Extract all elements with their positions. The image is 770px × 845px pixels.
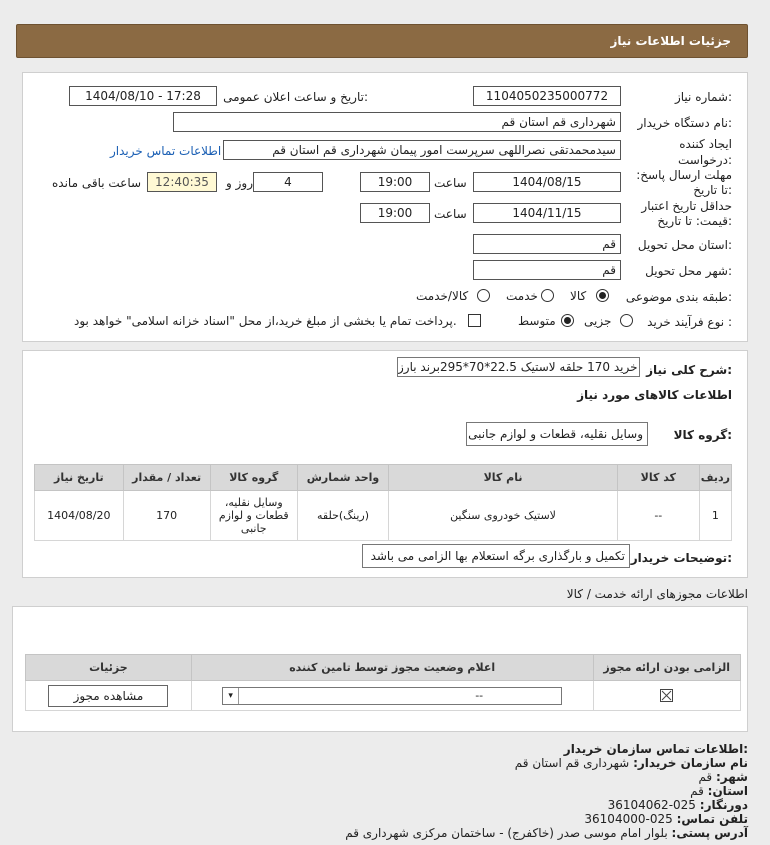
days-label: روز و [226,176,253,190]
process-minor-label: جزیی [584,314,612,328]
remaining-time-field: 12:40:35 [147,172,217,192]
contact-province-label: استان: [707,784,748,798]
contact-city-value: قم [698,770,713,784]
goods-table [34,464,732,541]
validity-date-field: 1404/11/15 [473,203,621,223]
creator-field: سیدمحمدتقی نصراللهی سرپرست امور پیمان شهرداری قم استان قم [223,140,621,160]
table-row [26,681,741,711]
deadline-label: مهلت ارسال پاسخ: تا تاریخ: [636,168,732,197]
contact-city-label: شهر: [716,770,748,784]
contact-title: اطلاعات تماس سازمان خریدار: [563,742,748,756]
cell-group: وسایل نقلیه، قطعات و لوازم جانبی [210,491,297,541]
goods-group-field: وسایل نقلیه، قطعات و لوازم جانبی [466,422,648,446]
contact-section [28,742,748,840]
buyer-notes-label: توضیحات خریدار: [630,551,732,565]
validity-time-label: ساعت [434,207,467,221]
cell-row: 1 [699,491,731,541]
col-date: تاریخ نیاز [35,465,124,491]
summary-field: خرید 170 حلقه لاستیک 22.5*70*295برند بارز [397,357,640,377]
treasury-payment-checkbox[interactable] [468,314,481,327]
contact-org-value: شهرداری قم استان قم [514,756,630,770]
category-goods-radio[interactable] [596,289,609,302]
process-medium-label: متوسط [518,314,556,328]
announce-label: تاریخ و ساعت اعلان عمومی: [223,90,368,104]
cell-qty: 170 [123,491,210,541]
permit-status-value: -- [475,688,484,702]
permit-details-cell [26,681,192,711]
chevron-down-icon: ▾ [223,688,239,704]
process-label: نوع فرآیند خرید : [647,315,732,329]
permit-col-required: الزامی بودن ارائه مجوز [593,655,740,681]
buyer-contact-link[interactable]: اطلاعات تماس خریدار [110,144,222,158]
permit-required-cell [593,681,740,711]
contact-province-value: قم [690,784,704,798]
col-name: نام کالا [389,465,618,491]
page-header [16,24,748,58]
category-label: طبقه بندی موضوعی: [625,290,732,304]
need-number-field: 1104050235000772 [473,86,621,106]
permit-col-status: اعلام وضعیت مجوز توسط تامین کننده [191,655,593,681]
deadline-date-field: 1404/08/15 [473,172,621,192]
buyer-org-field: شهرداری قم استان قم [173,112,621,132]
contact-fax-label: دورنگار: [699,798,748,812]
category-goods-service-label: کالا/خدمت [416,289,469,303]
permits-title: اطلاعات مجوزهای ارائه خدمت / کالا [566,587,748,601]
category-service-radio[interactable] [541,289,554,302]
cell-code: -- [617,491,699,541]
announce-field: 1404/08/10 - 17:28 [69,86,217,106]
buyer-org-label: نام دستگاه خریدار: [637,116,732,130]
cell-unit: (رینگ)حلقه [297,491,388,541]
remaining-time-label: ساعت باقی مانده [52,176,142,190]
category-service-label: خدمت [506,289,538,303]
table-row [35,491,732,541]
delivery-province-field: قم [473,234,621,254]
process-medium-radio[interactable] [561,314,574,327]
deadline-time-field: 19:00 [360,172,430,192]
validity-time-field: 19:00 [360,203,430,223]
page-title: جزئیات اطلاعات نیاز [610,34,731,48]
contact-address-label: آدرس پستی: [671,826,748,840]
col-code: کد کالا [617,465,699,491]
category-goods-service-radio[interactable] [477,289,490,302]
cell-date: 1404/08/20 [35,491,124,541]
permit-status-cell [191,681,593,711]
contact-phone-value: 025-36104000 [584,812,673,826]
contact-fax-value: 025-36104062 [607,798,696,812]
process-minor-radio[interactable] [620,314,633,327]
delivery-province-label: استان محل تحویل: [637,238,732,252]
contact-address-value: بلوار امام موسی صدر (خاکفرج) - ساختمان مرکزی شهرداری قم [345,826,668,840]
goods-section-title: اطلاعات کالاهای مورد نیاز [577,388,732,402]
required-checkbox-icon [660,689,673,702]
remaining-days-field: 4 [253,172,323,192]
treasury-payment-note: پرداخت تمام یا بخشی از مبلغ خرید،از محل "اسناد خزانه اسلامی" خواهد بود. [74,314,457,328]
delivery-city-label: شهر محل تحویل: [645,264,732,278]
view-permit-button[interactable]: مشاهده مجوز [48,685,168,707]
creator-label: ایجاد کننده درخواست: [678,137,732,167]
delivery-city-field: قم [473,260,621,280]
cell-name: لاستیک خودروی سنگین [389,491,618,541]
buyer-notes-field: تکمیل و بارگذاری برگه استعلام بها الزامی می باشد [362,544,630,568]
permit-status-select[interactable] [222,687,562,705]
deadline-time-label: ساعت [434,176,467,190]
col-group: گروه کالا [210,465,297,491]
category-goods-label: کالا [570,289,587,303]
goods-group-label: گروه کالا: [673,428,732,442]
col-qty: تعداد / مقدار [123,465,210,491]
need-number-label: شماره نیاز: [674,90,732,104]
contact-phone-label: تلفن تماس: [676,812,748,826]
col-row: ردیف [699,465,731,491]
summary-label: شرح کلی نیاز: [646,363,732,377]
permits-table [25,654,741,711]
contact-org-label: نام سازمان خریدار: [633,756,748,770]
validity-label: حداقل تاریخ اعتبار قیمت: تا تاریخ: [641,199,732,228]
col-unit: واحد شمارش [297,465,388,491]
permit-col-details: جزئیات [26,655,192,681]
